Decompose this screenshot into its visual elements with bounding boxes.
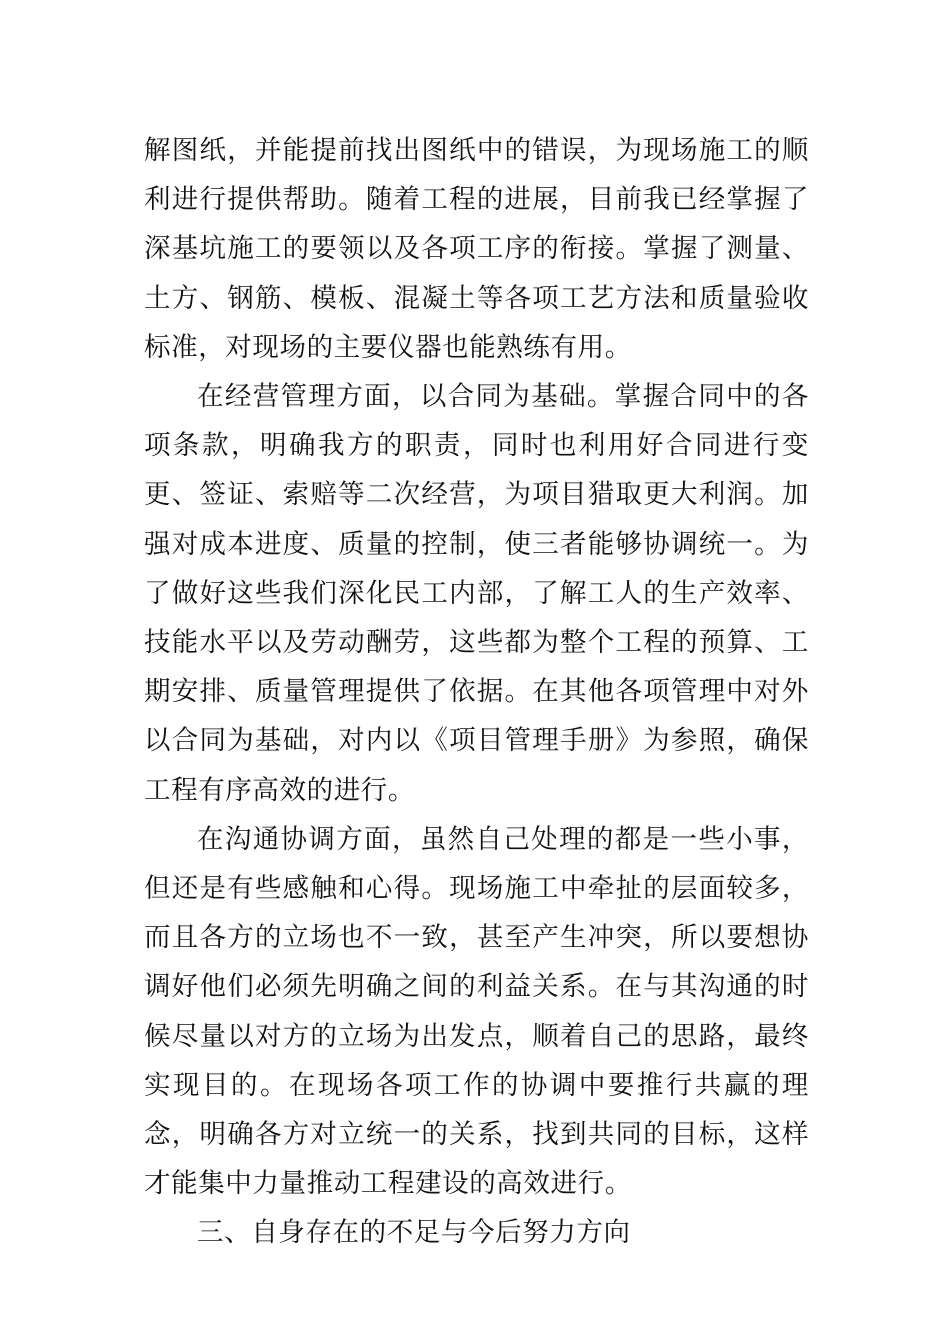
section-heading: 三、自身存在的不足与今后努力方向: [197, 1217, 631, 1249]
paragraph-continued: 解图纸，并能提前找出图纸中的错误，为现场施工的顺利进行提供帮助。随着工程的进展，目前我已经掌握了深基坑施工的要领以及各项工序的衔接。掌握了测量、土方、钢筋、模板、混凝土等各项工艺方法和质量验收标准，对现场的主要仪器也能熟练有用。: [144, 135, 809, 363]
document-body: [144, 126, 809, 1258]
paragraph-business-management: 在经营管理方面，以合同为基础。掌握合同中的各项条款，明确我方的职责，同时也利用好合同进行变更、签证、索赔等二次经营，为项目猎取更大利润。加强对成本进度、质量的控制，使三者能够协调统一。为了做好这些我们深化民工内部，了解工人的生产效率、技能水平以及劳动酬劳，这些都为整个工程的预算、工期安排、质量管理提供了依据。在其他各项管理中对外以合同为基础，对内以《项目管理手册》为参照，确保工程有序高效的进行。: [144, 381, 809, 806]
paragraph-communication: 在沟通协调方面，虽然自己处理的都是一些小事，但还是有些感触和心得。现场施工中牵扯的层面较多，而且各方的立场也不一致，甚至产生冲突，所以要想协调好他们必须先明确之间的利益关系。在与其沟通的时候尽量以对方的立场为出发点，顺着自己的思路，最终实现目的。在现场各项工作的协调中要推行共赢的理念，明确各方对立统一的关系，找到共同的目标，这样才能集中力量推动工程建设的高效进行。: [144, 823, 809, 1200]
